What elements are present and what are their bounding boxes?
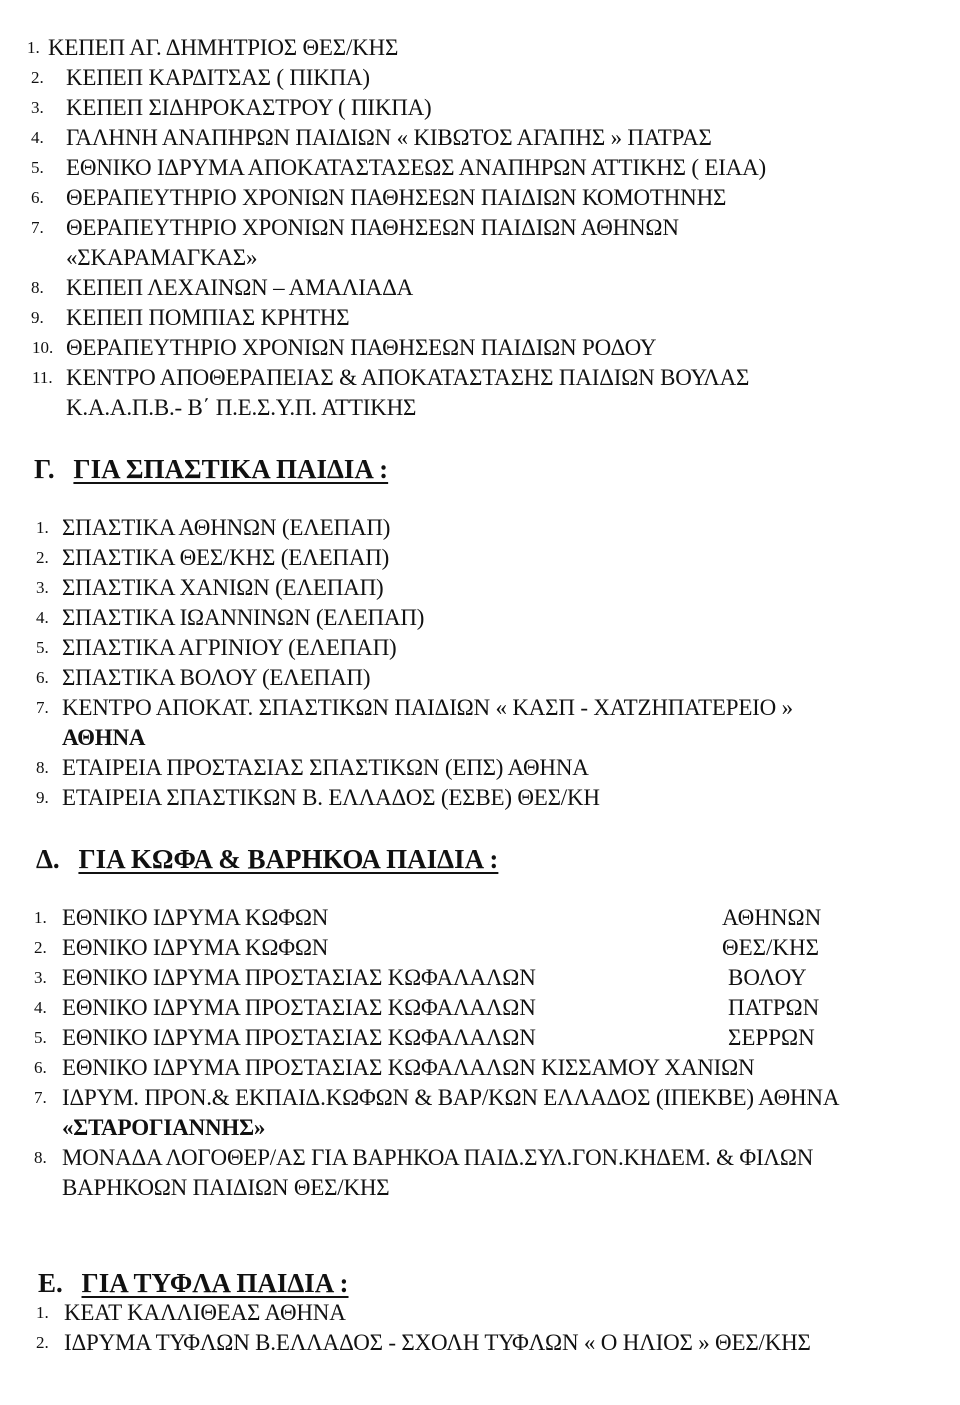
item-number: 6. (36, 668, 49, 687)
item-number: 7. (34, 1088, 47, 1107)
item-text: ΣΠΑΣΤΙΚΑ ΧΑΝΙΩΝ (ΕΛΕΠΑΠ) (62, 575, 384, 600)
item-number: 2. (36, 548, 49, 567)
item-text: ΣΠΑΣΤΙΚΑ ΙΩΑΝΝΙΝΩΝ (ΕΛΕΠΑΠ) (62, 605, 425, 630)
item-number: 7. (36, 698, 49, 717)
item-number: 3. (36, 578, 49, 597)
item-number: 4. (34, 998, 47, 1017)
item-city: ΑΘΗΝΩΝ (722, 905, 822, 930)
item-text: ΓΑΛΗΝΗ ΑΝΑΠΗΡΩΝ ΠΑΙΔΙΩΝ « ΚΙΒΩΤΟΣ ΑΓΑΠΗΣ » ΠΑΤΡΑΣ (66, 125, 712, 150)
item-text: ΕΘΝΙΚΟ ΙΔΡΥΜΑ ΚΩΦΩΝ (62, 935, 329, 960)
item-text: ΒΑΡΗΚΟΩΝ ΠΑΙΔΙΩΝ ΘΕΣ/ΚΗΣ (62, 1175, 390, 1200)
item-number: 11. (32, 368, 53, 387)
item-text: ΣΠΑΣΤΙΚΑ ΘΕΣ/ΚΗΣ (ΕΛΕΠΑΠ) (62, 545, 390, 570)
item-text: ΕΘΝΙΚΟ ΙΔΡΥΜΑ ΠΡΟΣΤΑΣΙΑΣ ΚΩΦΑΛΑΛΩΝ (62, 1025, 536, 1050)
item-number: 1. (36, 518, 49, 537)
item-number: 1. (36, 1303, 49, 1322)
item-text: ΘΕΡΑΠΕΥΤΗΡΙΟ ΧΡΟΝΙΩΝ ΠΑΘΗΣΕΩΝ ΠΑΙΔΙΩΝ ΑΘΗΝΩΝ (66, 215, 679, 240)
item-number: 3. (34, 968, 47, 987)
item-number: 8. (36, 758, 49, 777)
item-text: ΚΕΠΕΠ ΣΙΔΗΡΟΚΑΣΤΡΟΥ ( ΠΙΚΠΑ) (66, 95, 432, 120)
item-text: ΕΤΑΙΡΕΙΑ ΣΠΑΣΤΙΚΩΝ Β. ΕΛΛΑΔΟΣ (ΕΣΒΕ) ΘΕΣ/ΚΗ (62, 785, 600, 810)
item-text: ΣΠΑΣΤΙΚΑ ΒΟΛΟΥ (ΕΛΕΠΑΠ) (62, 665, 371, 690)
section-letter: Δ. (36, 844, 60, 874)
section-heading-deaf (36, 842, 498, 876)
item-number: 8. (34, 1148, 47, 1167)
item-number: 9. (36, 788, 49, 807)
item-city: ΠΑΤΡΩΝ (728, 995, 820, 1020)
item-text: ΕΘΝΙΚΟ ΙΔΡΥΜΑ ΠΡΟΣΤΑΣΙΑΣ ΚΩΦΑΛΑΛΩΝ (62, 995, 536, 1020)
item-text: ΚΕΠΕΠ ΑΓ. ΔΗΜΗΤΡΙΟΣ ΘΕΣ/ΚΗΣ (48, 35, 399, 60)
item-number: 2. (34, 938, 47, 957)
item-text: ΚΕΝΤΡΟ ΑΠΟΚΑΤ. ΣΠΑΣΤΙΚΩΝ ΠΑΙΔΙΩΝ « ΚΑΣΠ - ΧΑΤΖΗΠΑΤΕΡΕΙΟ » (62, 695, 793, 720)
item-text: «ΣΤΑΡΟΓΙΑΝΝΗΣ» (62, 1115, 266, 1140)
section-heading-blind (38, 1266, 349, 1300)
item-text: ΕΤΑΙΡΕΙΑ ΠΡΟΣΤΑΣΙΑΣ ΣΠΑΣΤΙΚΩΝ (ΕΠΣ) ΑΘΗΝΑ (62, 755, 589, 780)
item-city: ΒΟΛΟΥ (728, 965, 807, 990)
section-letter: Ε. (38, 1268, 63, 1298)
section-heading-spastic (34, 452, 388, 486)
item-text: ΑΘΗΝΑ (62, 725, 146, 750)
item-number: 2. (36, 1333, 49, 1352)
item-number: 1. (27, 38, 40, 57)
item-text: ΘΕΡΑΠΕΥΤΗΡΙΟ ΧΡΟΝΙΩΝ ΠΑΘΗΣΕΩΝ ΠΑΙΔΙΩΝ ΚΟΜΟΤΗΝΗΣ (66, 185, 727, 210)
item-number: 5. (34, 1028, 47, 1047)
item-number: 9. (31, 308, 44, 327)
item-text: Κ.Α.Α.Π.Β.- Β΄ Π.Ε.Σ.Υ.Π. ΑΤΤΙΚΗΣ (66, 395, 417, 420)
item-text: ΙΔΡΥΜ. ΠΡΟΝ.& ΕΚΠΑΙΔ.ΚΩΦΩΝ & ΒΑΡ/ΚΩΝ ΕΛΛΑΔΟΣ (ΙΠΕΚΒΕ) ΑΘΗΝΑ (62, 1085, 840, 1110)
item-number: 5. (36, 638, 49, 657)
item-number: 4. (31, 128, 44, 147)
item-text: ΣΠΑΣΤΙΚΑ ΑΘΗΝΩΝ (ΕΛΕΠΑΠ) (62, 515, 391, 540)
item-city: ΘΕΣ/ΚΗΣ (722, 935, 820, 960)
item-text: ΕΘΝΙΚΟ ΙΔΡΥΜΑ ΑΠΟΚΑΤΑΣΤΑΣΕΩΣ ΑΝΑΠΗΡΩΝ ΑΤΤΙΚΗΣ ( ΕΙΑΑ) (66, 155, 766, 180)
item-number: 6. (31, 188, 44, 207)
section-title: ΓΙΑ ΣΠΑΣΤΙΚΑ ΠΑΙΔΙΑ : (73, 454, 389, 484)
item-text: ΚΕΠΕΠ ΛΕΧΑΙΝΩΝ – ΑΜΑΛΙΑΔΑ (66, 275, 414, 300)
item-text: ΣΠΑΣΤΙΚΑ ΑΓΡΙΝΙΟΥ (ΕΛΕΠΑΠ) (62, 635, 397, 660)
item-number: 5. (31, 158, 44, 177)
item-text: ΚΕΠΕΠ ΠΟΜΠΙΑΣ ΚΡΗΤΗΣ (66, 305, 350, 330)
item-city: ΣΕΡΡΩΝ (728, 1025, 815, 1050)
item-text: ΕΘΝΙΚΟ ΙΔΡΥΜΑ ΚΩΦΩΝ (62, 905, 329, 930)
item-number: 8. (31, 278, 44, 297)
item-number: 4. (36, 608, 49, 627)
item-text: ΚΕΝΤΡΟ ΑΠΟΘΕΡΑΠΕΙΑΣ & ΑΠΟΚΑΤΑΣΤΑΣΗΣ ΠΑΙΔΙΩΝ ΒΟΥΛΑΣ (66, 365, 750, 390)
item-text: ΙΔΡΥΜΑ ΤΥΦΛΩΝ Β.ΕΛΛΑΔΟΣ - ΣΧΟΛΗ ΤΥΦΛΩΝ « Ο ΗΛΙΟΣ » ΘΕΣ/ΚΗΣ (64, 1330, 811, 1355)
item-text: ΕΘΝΙΚΟ ΙΔΡΥΜΑ ΠΡΟΣΤΑΣΙΑΣ ΚΩΦΑΛΑΛΩΝ (62, 965, 536, 990)
item-text: ΘΕΡΑΠΕΥΤΗΡΙΟ ΧΡΟΝΙΩΝ ΠΑΘΗΣΕΩΝ ΠΑΙΔΙΩΝ ΡΟΔΟΥ (66, 335, 657, 360)
item-number: 1. (34, 908, 47, 927)
item-text: ΚΕΑΤ ΚΑΛΛΙΘΕΑΣ ΑΘΗΝΑ (64, 1300, 346, 1325)
section-title: ΓΙΑ ΚΩΦΑ & ΒΑΡΗΚΟΑ ΠΑΙΔΙΑ : (78, 844, 499, 874)
item-number: 2. (31, 68, 44, 87)
section-title: ΓΙΑ ΤΥΦΛΑ ΠΑΙΔΙΑ : (81, 1268, 349, 1298)
item-text: ΜΟΝΑΔΑ ΛΟΓΟΘΕΡ/ΑΣ ΓΙΑ ΒΑΡΗΚΟΑ ΠΑΙΔ.ΣΥΛ.ΓΟΝ.ΚΗΔΕΜ. & ΦΙΛΩΝ (62, 1145, 814, 1170)
item-text: «ΣΚΑΡΑΜΑΓΚΑΣ» (66, 245, 258, 270)
item-number: 7. (31, 218, 44, 237)
section-letter: Γ. (34, 454, 55, 484)
item-text: ΚΕΠΕΠ ΚΑΡΔΙΤΣΑΣ ( ΠΙΚΠΑ) (66, 65, 370, 90)
item-text: ΕΘΝΙΚΟ ΙΔΡΥΜΑ ΠΡΟΣΤΑΣΙΑΣ ΚΩΦΑΛΑΛΩΝ ΚΙΣΣΑΜΟΥ ΧΑΝΙΩΝ (62, 1055, 755, 1080)
item-number: 6. (34, 1058, 47, 1077)
item-number: 3. (31, 98, 44, 117)
item-number: 10. (32, 338, 54, 357)
